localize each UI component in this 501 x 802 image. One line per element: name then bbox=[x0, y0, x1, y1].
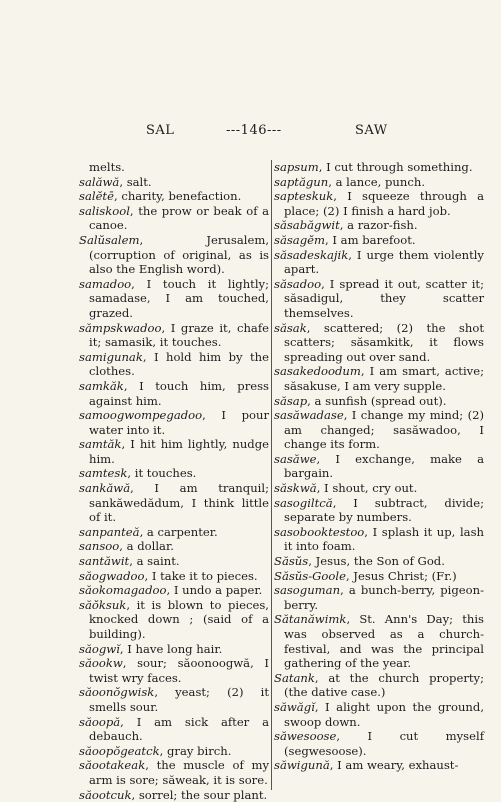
entry-definition: , gray birch. bbox=[159, 743, 232, 758]
entry-definition: , charity, benefaction. bbox=[113, 189, 242, 204]
entry-definition: , yeast; (2) it smells sour. bbox=[89, 685, 269, 714]
dictionary-entry bbox=[79, 539, 269, 554]
entry-headword: săŏksuk bbox=[79, 597, 127, 612]
entry-definition: , sorrel; the sour plant. bbox=[131, 787, 268, 802]
entry-definition: , Jerusalem, (corruption of original, as is also the English word). bbox=[89, 232, 269, 277]
entry-headword: săsadeskajik bbox=[274, 247, 349, 262]
entry-headword: samtăk bbox=[79, 437, 122, 452]
entry-headword: sankăwă bbox=[79, 481, 131, 496]
dictionary-entry bbox=[79, 685, 269, 714]
dictionary-entry bbox=[274, 758, 484, 773]
entry-definition: , I am sick after a debauch. bbox=[89, 714, 269, 744]
dictionary-entry bbox=[79, 569, 269, 584]
dictionary-entry bbox=[274, 160, 484, 175]
left-column bbox=[79, 160, 269, 802]
entry-headword: sasakedoodum bbox=[274, 364, 361, 379]
dictionary-entry bbox=[79, 481, 269, 525]
dictionary-entry bbox=[79, 715, 269, 744]
entry-headword: samadoo bbox=[79, 276, 132, 291]
dictionary-entry bbox=[79, 437, 269, 466]
entry-headword: Satank bbox=[274, 670, 315, 685]
dictionary-entry bbox=[274, 364, 484, 393]
dictionary-entry bbox=[79, 758, 269, 787]
entry-headword: Salŭsalem bbox=[79, 232, 140, 247]
dictionary-entry bbox=[79, 598, 269, 642]
dictionary-entry bbox=[274, 612, 484, 670]
entry-definition: , I touch it lightly; samadase, I am touched, grazed. bbox=[89, 276, 269, 320]
dictionary-entry bbox=[79, 175, 269, 190]
header-right-guideword: SAW bbox=[355, 123, 388, 138]
entry-definition: , I urge them violently apart. bbox=[284, 247, 484, 277]
dictionary-entry bbox=[79, 525, 269, 540]
entry-definition: , a lance, punch. bbox=[328, 174, 425, 189]
dictionary-entry bbox=[79, 321, 269, 350]
entry-definition: , Jesus, the Son of God. bbox=[308, 554, 445, 569]
dictionary-entry bbox=[274, 481, 484, 496]
entry-definition: , I pour water into it. bbox=[89, 408, 269, 437]
entry-headword: sămpskwadoo bbox=[79, 320, 162, 335]
dictionary-entry bbox=[274, 525, 484, 554]
entry-headword: Sătanăwimk bbox=[274, 612, 347, 627]
entry-definition: , a razor-fish. bbox=[339, 218, 418, 233]
dictionary-entry bbox=[274, 248, 484, 277]
entry-headword: sanpanteă bbox=[79, 524, 140, 539]
entry-headword: săoopă bbox=[79, 714, 121, 729]
entry-headword: sapteskuk bbox=[274, 189, 334, 204]
entry-headword: sapsum bbox=[274, 160, 319, 174]
entry-definition: , the muscle of my arm is sore; săweak, it is sore. bbox=[89, 758, 269, 787]
entry-headword: săwesoose bbox=[274, 729, 337, 744]
dictionary-entry bbox=[79, 466, 269, 481]
entry-headword: samoogwompegadoo bbox=[79, 408, 203, 423]
entry-definition: , a dollar. bbox=[119, 539, 174, 554]
dictionary-entry bbox=[79, 583, 269, 598]
entry-headword: sasogiltcă bbox=[274, 495, 333, 510]
entry-headword: săsabăgwit bbox=[274, 218, 340, 233]
entry-headword: samtesk bbox=[79, 466, 128, 481]
entry-headword: săootakeak bbox=[79, 758, 146, 773]
dictionary-entry bbox=[274, 496, 484, 525]
dictionary-entry bbox=[79, 204, 269, 233]
dictionary-entry bbox=[274, 554, 484, 569]
entry-headword: săoonŏgwisk bbox=[79, 685, 155, 700]
entry-headword: sasoguman bbox=[274, 583, 341, 598]
entry-definition: , St. Ann's Day; this was observed as a church-festival, and was the principal gathering of the year. bbox=[284, 612, 484, 671]
entry-definition: melts. bbox=[89, 160, 125, 174]
entry-definition: , sour; săoonoogwă, I twist wry faces. bbox=[89, 656, 269, 685]
entry-definition: , I shout, cry out. bbox=[316, 481, 418, 496]
page-number: ---146--- bbox=[226, 123, 282, 138]
dictionary-entry bbox=[79, 189, 269, 204]
entry-headword: Săsŭs bbox=[274, 554, 309, 569]
entry-definition: , I am weary, exhaust- bbox=[329, 758, 459, 773]
entry-definition: , I am tranquil; sankăwedădum, I think little of it. bbox=[89, 481, 269, 525]
entry-headword: salĕtē bbox=[79, 189, 114, 204]
dictionary-entry bbox=[274, 452, 484, 481]
entry-definition: , I hold him by the clothes. bbox=[89, 349, 269, 379]
entry-definition: , I am barefoot. bbox=[325, 232, 416, 247]
entry-definition: , I undo a paper. bbox=[166, 583, 263, 598]
entry-definition: , I have long hair. bbox=[119, 641, 223, 656]
header-left-guideword: SAL bbox=[146, 123, 175, 138]
dictionary-entry bbox=[79, 379, 269, 408]
entry-headword: săogwĭ bbox=[79, 641, 120, 656]
entry-headword: săoopŏgeatck bbox=[79, 743, 160, 758]
dictionary-entry bbox=[274, 321, 484, 365]
entry-headword: săwigună bbox=[274, 758, 330, 773]
right-column bbox=[274, 160, 484, 773]
entry-definition: , I hit him lightly, nudge him. bbox=[89, 437, 269, 466]
entry-headword: sansoo bbox=[79, 539, 120, 554]
dictionary-entry bbox=[274, 671, 484, 700]
dictionary-entry bbox=[79, 656, 269, 685]
entry-headword: săsadoo bbox=[274, 276, 322, 291]
entry-definition: , I exchange, make a bargain. bbox=[284, 451, 484, 481]
dictionary-entry bbox=[274, 189, 484, 218]
entry-definition: , I spread it out, scatter it; săsadigul, they scatter themselves. bbox=[284, 276, 484, 320]
dictionary-entry bbox=[274, 277, 484, 321]
dictionary-entry bbox=[79, 554, 269, 569]
entry-definition: , I graze it, chafe it; samasik, it touches. bbox=[89, 320, 269, 350]
dictionary-entry bbox=[79, 160, 269, 175]
entry-headword: santăwit bbox=[79, 554, 130, 569]
dictionary-entry bbox=[274, 408, 484, 452]
entry-definition: , I splash it up, lash it into foam. bbox=[284, 524, 484, 554]
entry-definition: , a saint. bbox=[129, 554, 180, 569]
entry-definition: , I am smart, active; săsakuse, I am very supple. bbox=[284, 364, 484, 393]
entry-definition: , a sunfish (spread out). bbox=[307, 393, 447, 408]
entry-definition: , the prow or beak of a canoe. bbox=[89, 203, 269, 233]
dictionary-entry bbox=[79, 642, 269, 657]
entry-definition: , Jesus Christ; (Fr.) bbox=[345, 568, 457, 583]
entry-headword: sasobooktestoo bbox=[274, 524, 365, 539]
dictionary-entry bbox=[274, 394, 484, 409]
entry-definition: , a bunch-berry, pigeon-berry. bbox=[284, 583, 484, 612]
entry-definition: , I alight upon the ground, swoop down. bbox=[284, 699, 484, 729]
entry-headword: salăwă bbox=[79, 174, 120, 189]
entry-headword: săsap bbox=[274, 393, 308, 408]
entry-definition: , it touches. bbox=[127, 466, 197, 481]
entry-definition: , salt. bbox=[119, 174, 152, 189]
entry-definition: , I touch him, press against him. bbox=[89, 378, 269, 408]
dictionary-entry bbox=[274, 233, 484, 248]
entry-definition: , I subtract, divide; separate by numbers. bbox=[284, 495, 484, 525]
entry-headword: saptăgun bbox=[274, 174, 329, 189]
entry-headword: săsak bbox=[274, 320, 307, 335]
dictionary-entry bbox=[274, 569, 484, 584]
entry-headword: Săsŭs-Goole bbox=[274, 568, 346, 583]
entry-definition: , at the church property; (the dative case.) bbox=[284, 670, 484, 700]
entry-definition: , I cut through something. bbox=[318, 160, 473, 174]
entry-headword: samkăk bbox=[79, 378, 124, 393]
entry-headword: săogwadoo bbox=[79, 568, 145, 583]
entry-headword: săokomagadoo bbox=[79, 583, 167, 598]
entry-definition: , a carpenter. bbox=[139, 524, 218, 539]
entry-definition: , I cut myself (segwesoose). bbox=[284, 729, 484, 758]
entry-definition: , I take it to pieces. bbox=[144, 568, 258, 583]
dictionary-entry bbox=[79, 744, 269, 759]
entry-headword: sasăwe bbox=[274, 451, 317, 466]
entry-definition: , it is blown to pieces, knocked down ; (said of a building). bbox=[89, 597, 269, 641]
entry-headword: săsagĕm bbox=[274, 232, 326, 247]
entry-definition: , I squeeze through a place; (2) I finish a hard job. bbox=[284, 189, 484, 218]
dictionary-entry bbox=[79, 408, 269, 437]
entry-headword: sasăwadase bbox=[274, 408, 344, 423]
entry-headword: săwăgĭ bbox=[274, 699, 315, 714]
dictionary-entry bbox=[274, 175, 484, 190]
entry-definition: , I change my mind; (2) am changed; sasăwadoo, I change its form. bbox=[284, 408, 484, 452]
dictionary-entry bbox=[274, 700, 484, 729]
entry-headword: săookw bbox=[79, 656, 123, 671]
dictionary-entry bbox=[274, 218, 484, 233]
entry-headword: săskwă bbox=[274, 481, 317, 496]
entry-headword: samigunak bbox=[79, 349, 143, 364]
dictionary-entry bbox=[79, 233, 269, 277]
entry-definition: , scattered; (2) the shot scatters; săsamkitk, it flows spreading out over sand. bbox=[284, 320, 484, 364]
running-header bbox=[0, 123, 501, 141]
entry-headword: săootcuk bbox=[79, 787, 132, 802]
dictionary-entry bbox=[79, 277, 269, 321]
entry-headword: saliskool bbox=[79, 203, 130, 218]
dictionary-entry bbox=[274, 583, 484, 612]
dictionary-entry bbox=[274, 729, 484, 758]
column-divider bbox=[271, 160, 272, 790]
dictionary-entry bbox=[79, 350, 269, 379]
